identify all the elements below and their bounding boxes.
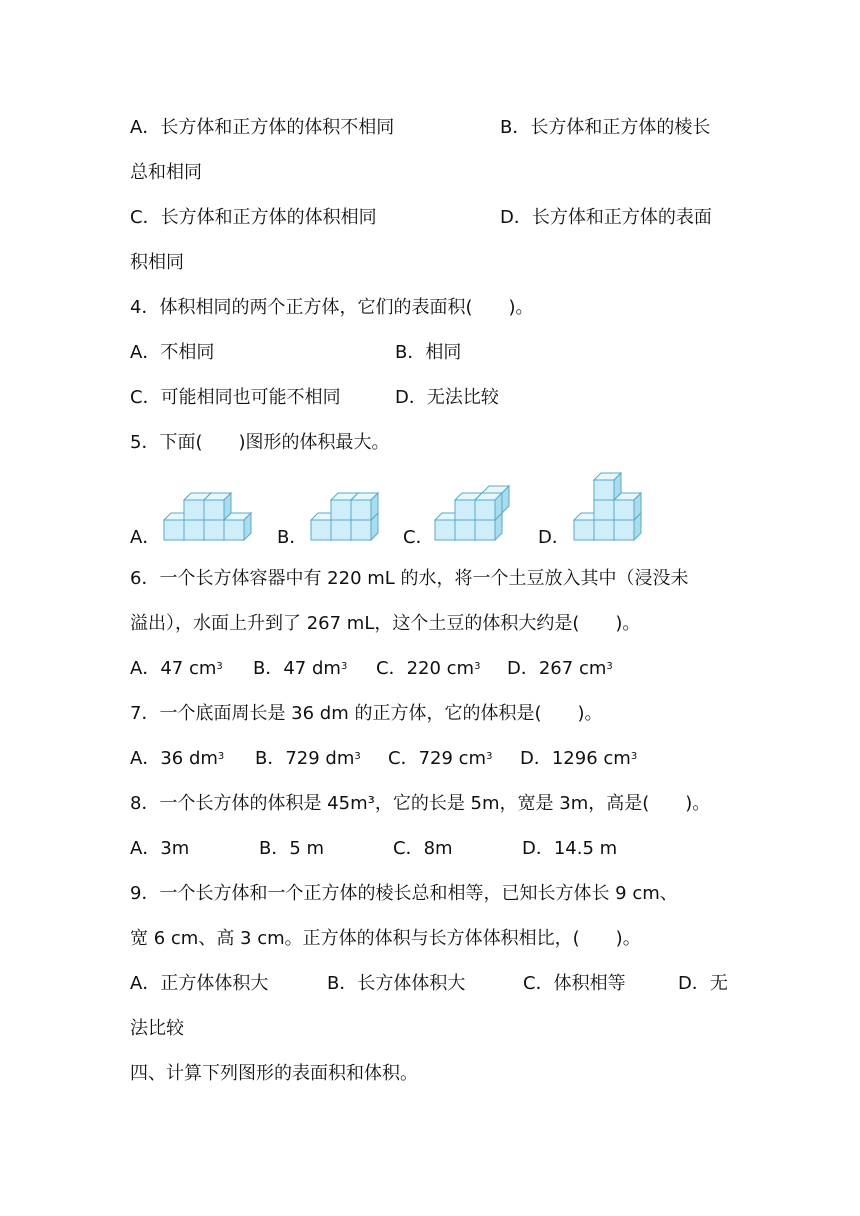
q4-option-b: B．相同 — [395, 342, 462, 363]
q9-option-d-part1: D．无 — [678, 973, 728, 994]
unit-cube — [204, 493, 231, 520]
q9-option-a: A．正方体体积大 — [130, 973, 269, 994]
q7-option-c: C．729 $cm^3$ — [388, 748, 493, 769]
cube-figure-d — [572, 470, 648, 544]
q4-option-c: C．可能相同也可能不相同 — [130, 387, 341, 408]
q6-option-a: A．47 $cm^3$ — [130, 658, 223, 679]
q8-option-b: B．5 m — [259, 838, 325, 859]
q7-option-d: D．1296 $cm^3$ — [520, 748, 638, 769]
q3-option-b-part2: 总和相同 — [130, 162, 202, 183]
q7-stem: 7．一个底面周长是 36 dm 的正方体，它的体积是( )。 — [130, 703, 603, 724]
q9-option-c: C．体积相等 — [523, 973, 626, 994]
unit-cube — [475, 493, 502, 520]
q6-option-d: D．267 $cm^3$ — [507, 658, 613, 679]
q5-option-b: B． — [277, 527, 308, 548]
q3-option-a: A．长方体和正方体的体积不相同 — [130, 117, 395, 138]
section-4-heading: 四、计算下列图形的表面积和体积。 — [130, 1063, 418, 1084]
q6-stem-line2: 溢出），水面上升到了 267 mL，这个土豆的体积大约是( )。 — [130, 613, 641, 634]
q6-stem-line1: 6．一个长方体容器中有 220 mL 的水，将一个土豆放入其中（浸没未 — [130, 568, 689, 589]
unit-cube — [224, 513, 251, 540]
q5-option-a: A． — [130, 527, 161, 548]
q8-option-d: D．14.5 m — [522, 838, 618, 859]
q3-option-c: C．长方体和正方体的体积相同 — [130, 207, 377, 228]
cube-figure-c — [432, 484, 510, 544]
q4-stem: 4．体积相同的两个正方体，它们的表面积( )。 — [130, 297, 534, 318]
cube-figure-b — [308, 488, 386, 544]
q9-stem-line1: 9．一个长方体和一个正方体的棱长总和相等，已知长方体长 9 cm、 — [130, 883, 678, 904]
q6-option-b: B．47 $dm^3$ — [253, 658, 348, 679]
q9-stem-line2: 宽 6 cm、高 3 cm。正方体的体积与长方体体积相比，( )。 — [130, 928, 641, 949]
q8-option-a: A．3m — [130, 838, 190, 859]
q9-option-b: B．长方体体积大 — [327, 973, 466, 994]
q6-option-c: C．220 $cm^3$ — [376, 658, 481, 679]
q9-option-d-part2: 法比较 — [130, 1018, 184, 1039]
q5-option-d: D． — [538, 527, 570, 548]
q5-stem: 5．下面( )图形的体积最大。 — [130, 432, 390, 453]
q3-option-d-part2: 积相同 — [130, 252, 184, 273]
q3-option-d-part1: D．长方体和正方体的表面 — [500, 207, 712, 228]
q7-option-a: A．36 $dm^3$ — [130, 748, 225, 769]
q4-option-d: D．无法比较 — [395, 387, 499, 408]
q5-option-c: C． — [403, 527, 434, 548]
q8-option-c: C．8m — [393, 838, 453, 859]
cube-figure-a — [160, 488, 260, 544]
q7-option-b: B．729 $dm^3$ — [255, 748, 361, 769]
q4-option-a: A．不相同 — [130, 342, 215, 363]
q3-option-b-part1: B．长方体和正方体的棱长 — [500, 117, 711, 138]
unit-cube — [614, 493, 641, 520]
unit-cube — [594, 473, 621, 500]
unit-cube — [351, 493, 378, 520]
q8-stem: 8．一个长方体的体积是 45m³，它的长是 5m，宽是 3m，高是( )。 — [130, 793, 711, 814]
